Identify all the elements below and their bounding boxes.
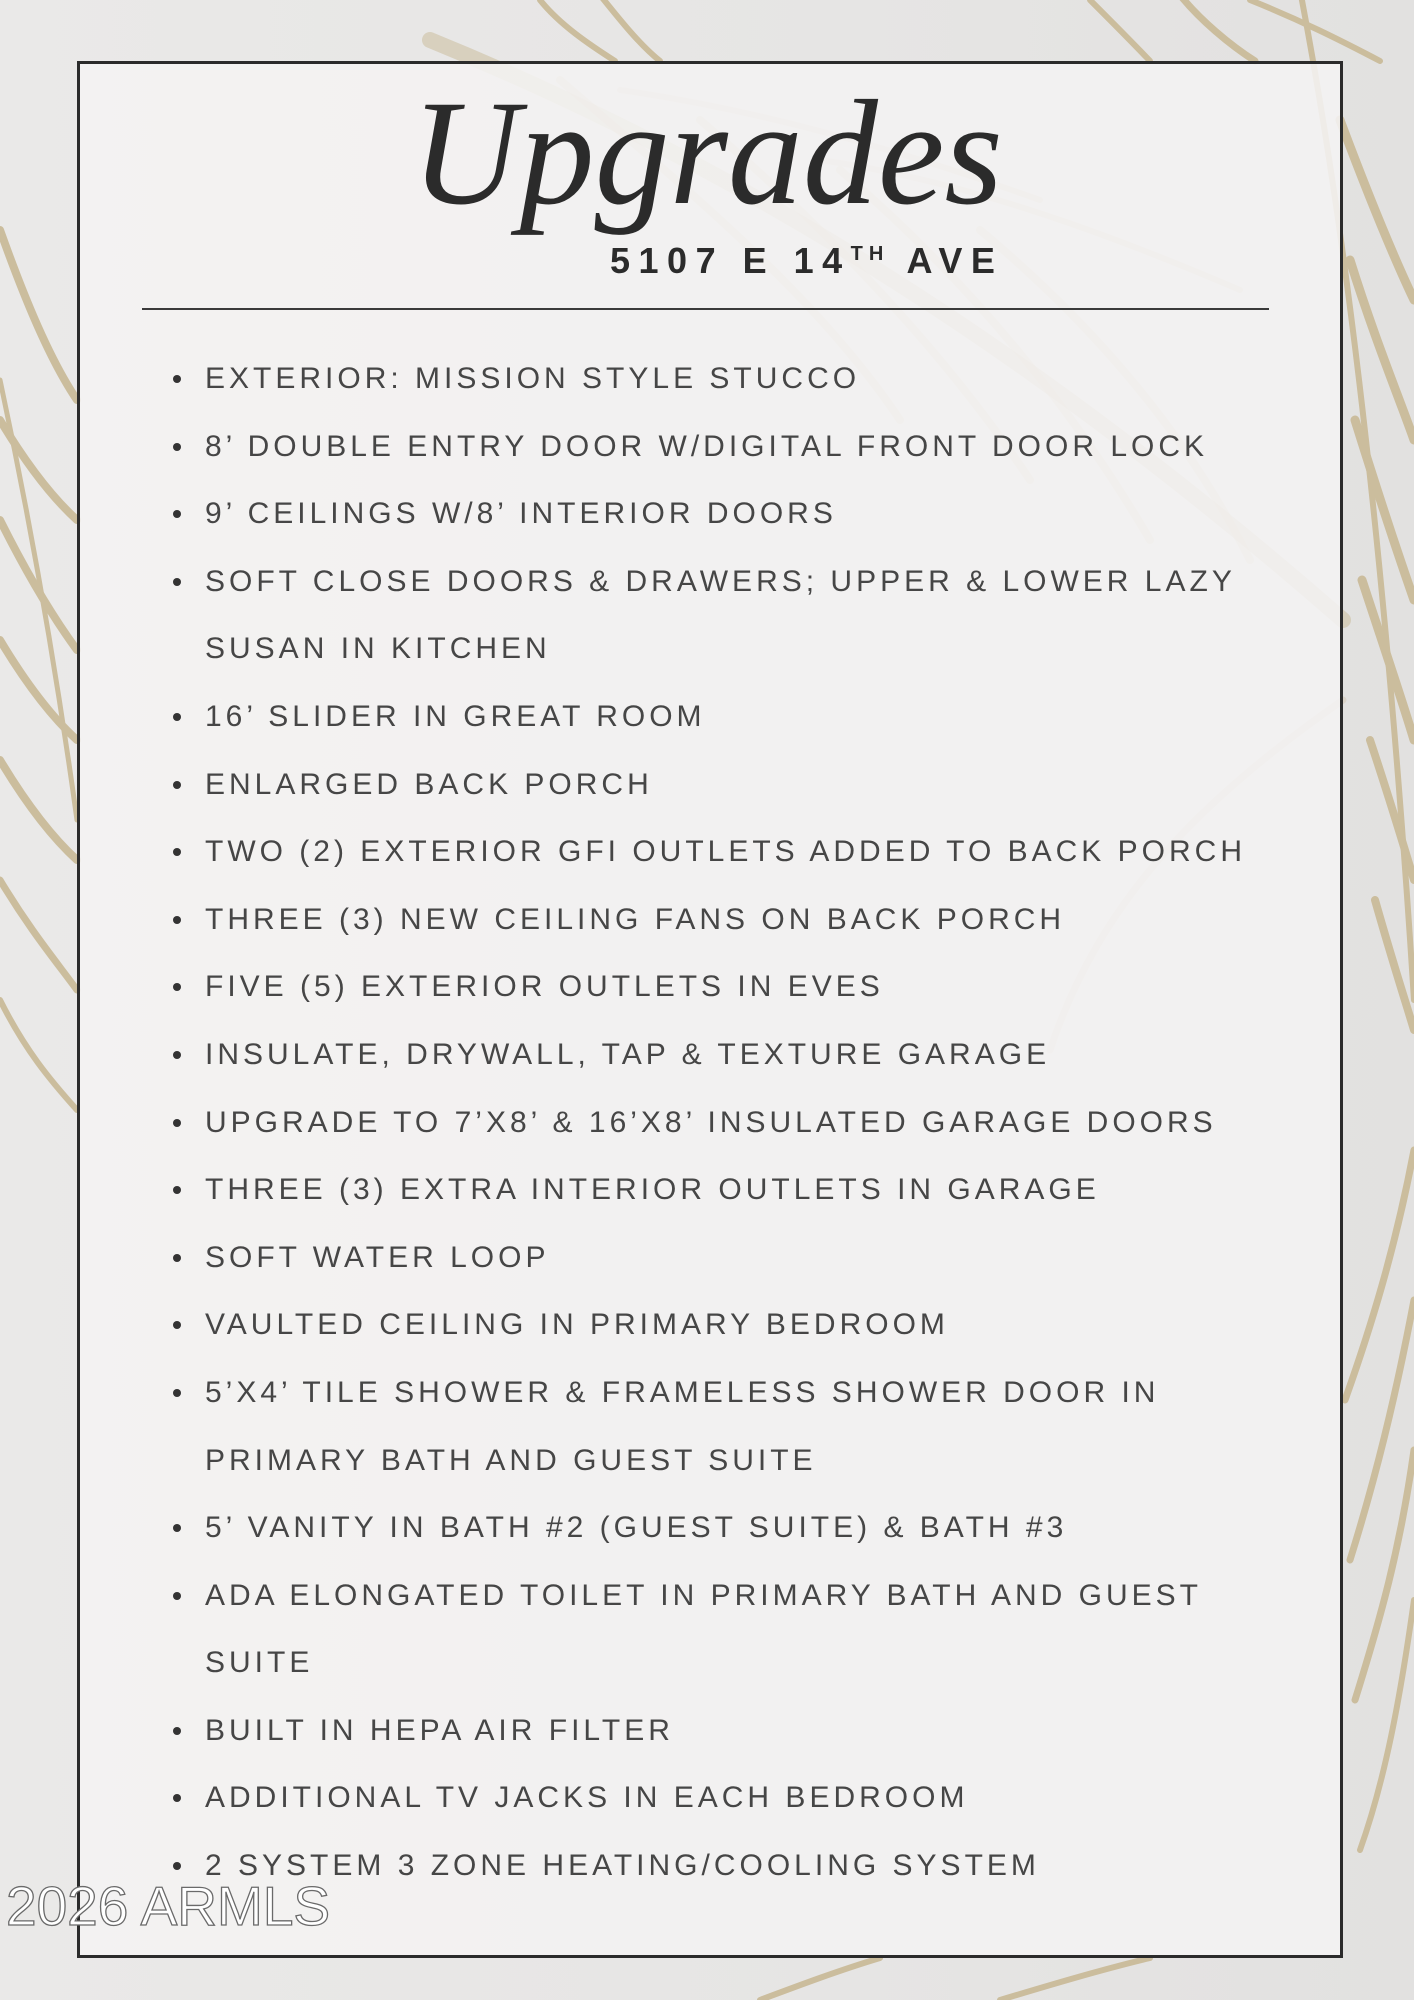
bullet-icon [168,953,205,1021]
list-item [168,1359,1275,1494]
bullet-icon [168,1359,205,1427]
bullet-icon [168,1764,205,1832]
address-suffix: AVE [889,240,1004,281]
list-item [168,1089,1275,1157]
address-subtitle [610,241,1003,287]
list-item-text: INSULATE, DRYWALL, TAP & TEXTURE GARAGE [205,1037,1051,1071]
bullet-icon [168,1089,205,1157]
list-item-text: VAULTED CEILING IN PRIMARY BEDROOM [205,1308,949,1342]
list-item [168,345,1275,413]
bullet-icon [168,1697,205,1765]
list-item [168,480,1275,548]
list-item-text: SOFT WATER LOOP [205,1240,550,1274]
list-item [168,1562,1275,1697]
bullet-icon [168,818,205,886]
list-item [168,1224,1275,1292]
list-item [168,548,1275,683]
bullet-icon [168,548,205,616]
list-item-text: 16’ SLIDER IN GREAT ROOM [205,699,706,733]
list-item [168,1494,1275,1562]
bullet-icon [168,1291,205,1359]
address-superscript: TH [850,243,890,265]
address-main: 5107 E 14 [610,240,851,281]
bullet-icon [168,1494,205,1562]
list-item [168,1021,1275,1089]
bullet-icon [168,886,205,954]
list-item [168,1156,1275,1224]
list-item-text: ENLARGED BACK PORCH [205,767,653,801]
list-item-text: 5’ VANITY IN BATH #2 (GUEST SUITE) & BATH #3 [205,1511,1068,1545]
list-item [168,683,1275,751]
title-divider [142,308,1269,310]
bullet-icon [168,1224,205,1292]
upgrades-list [168,345,1275,1900]
list-item [168,1291,1275,1359]
list-item [168,886,1275,954]
list-item-text: THREE (3) NEW CEILING FANS ON BACK PORCH [205,902,1066,936]
list-item [168,751,1275,819]
list-item-text: THREE (3) EXTRA INTERIOR OUTLETS IN GARAGE [205,1173,1100,1207]
list-item-text: 8’ DOUBLE ENTRY DOOR W/DIGITAL FRONT DOOR LOCK [205,429,1209,463]
list-item-text: FIVE (5) EXTERIOR OUTLETS IN EVES [205,970,884,1004]
page-title: Upgrades [411,70,1003,236]
list-item-text: 5’X4’ TILE SHOWER & FRAMELESS SHOWER DOOR IN PRIMARY BATH AND GUEST SUITE [205,1375,1160,1477]
bullet-icon [168,345,205,413]
bullet-icon [168,1156,205,1224]
bullet-icon [168,1021,205,1089]
bullet-icon [168,683,205,751]
list-item-text: 9’ CEILINGS W/8’ INTERIOR DOORS [205,497,837,531]
bullet-icon [168,413,205,481]
list-item-text: SOFT CLOSE DOORS & DRAWERS; UPPER & LOWER LAZY SUSAN IN KITCHEN [205,564,1236,666]
bullet-icon [168,751,205,819]
list-item-text: TWO (2) EXTERIOR GFI OUTLETS ADDED TO BACK PORCH [205,835,1246,869]
list-item-text: BUILT IN HEPA AIR FILTER [205,1713,674,1747]
list-item [168,1832,1275,1900]
list-item [168,413,1275,481]
list-item [168,818,1275,886]
copyright-watermark: 2026 ARMLS [6,1875,331,1937]
list-item [168,953,1275,1021]
bullet-icon [168,1562,205,1630]
list-item-text: 2 SYSTEM 3 ZONE HEATING/COOLING SYSTEM [205,1849,1040,1883]
list-item-text: EXTERIOR: MISSION STYLE STUCCO [205,362,861,395]
bullet-icon [168,480,205,548]
list-item-text: UPGRADE TO 7’X8’ & 16’X8’ INSULATED GARAGE DOORS [205,1105,1217,1139]
list-item [168,1697,1275,1765]
list-item-text: ADDITIONAL TV JACKS IN EACH BEDROOM [205,1781,969,1815]
list-item [168,1764,1275,1832]
list-item-text: ADA ELONGATED TOILET IN PRIMARY BATH AND GUEST SUITE [205,1578,1202,1680]
